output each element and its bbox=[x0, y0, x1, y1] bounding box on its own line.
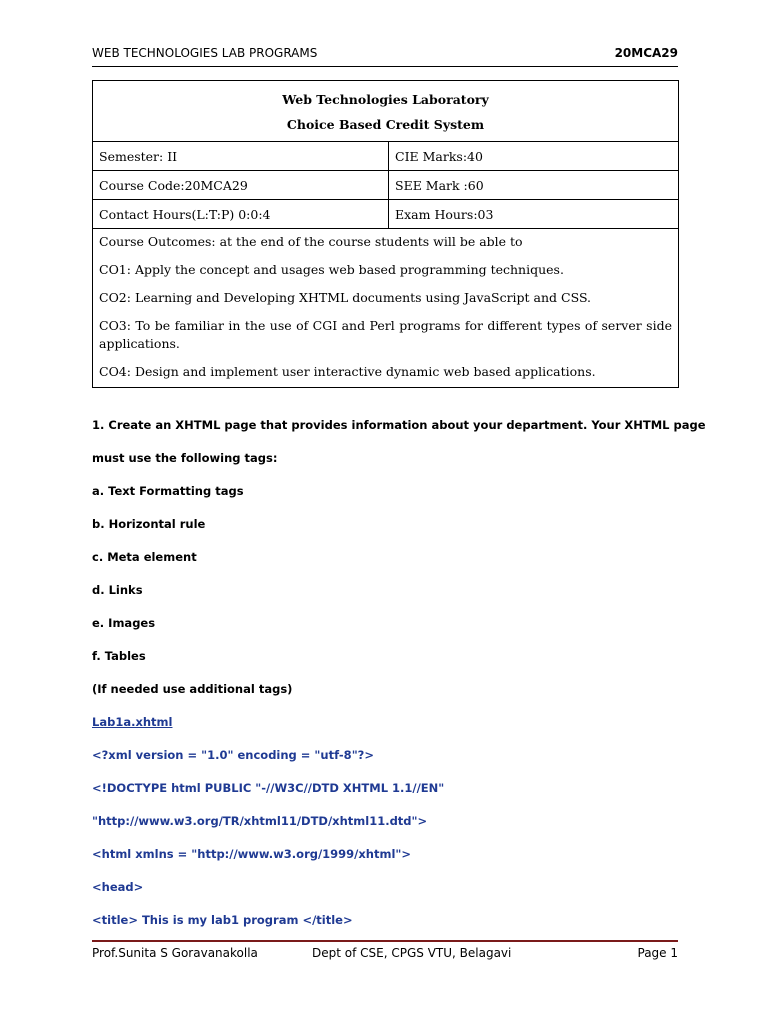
page-header bbox=[92, 44, 678, 67]
see-mark-cell: SEE Mark :60 bbox=[389, 171, 679, 200]
question-line-1: 1. Create an XHTML page that provides information about your department. Your XHTML page bbox=[92, 418, 706, 432]
contact-hours-cell: Contact Hours(L:T:P) 0:0:4 bbox=[93, 200, 389, 229]
code-line: <?xml version = "1.0" encoding = "utf-8"?> bbox=[92, 748, 374, 762]
page-footer bbox=[92, 940, 678, 972]
exam-hours-cell: Exam Hours:03 bbox=[389, 200, 679, 229]
header-course-code: 20MCA29 bbox=[614, 46, 678, 60]
outcome-co3: CO3: To be familiar in the use of CGI and Perl programs for different types of server side applications. bbox=[99, 318, 672, 351]
course-outcomes-cell bbox=[93, 229, 679, 388]
list-item: b. Horizontal rule bbox=[92, 517, 206, 531]
document-body bbox=[92, 418, 706, 946]
table-subtitle: Choice Based Credit System bbox=[286, 117, 485, 132]
semester-cell: Semester: II bbox=[93, 142, 389, 171]
footer-author: Prof.Sunita S Goravanakolla bbox=[92, 946, 258, 960]
list-item: c. Meta element bbox=[92, 550, 197, 564]
list-item: a. Text Formatting tags bbox=[92, 484, 244, 498]
cie-marks-cell: CIE Marks:40 bbox=[389, 142, 679, 171]
code-line: <title> This is my lab1 program </title> bbox=[92, 913, 353, 927]
outcome-co2: CO2: Learning and Developing XHTML documents using JavaScript and CSS. bbox=[99, 290, 592, 305]
list-item: d. Links bbox=[92, 583, 143, 597]
course-info-table bbox=[92, 80, 679, 388]
table-row bbox=[93, 171, 679, 200]
code-line: <html xmlns = "http://www.w3.org/1999/xhtml"> bbox=[92, 847, 412, 861]
table-title: Web Technologies Laboratory bbox=[282, 92, 489, 107]
footer-page-number: Page 1 bbox=[637, 946, 678, 960]
outcomes-intro: Course Outcomes: at the end of the course students will be able to bbox=[99, 234, 523, 249]
footer-department: Dept of CSE, CPGS VTU, Belagavi bbox=[312, 946, 512, 960]
code-line: <!DOCTYPE html PUBLIC "-//W3C//DTD XHTML 1.1//EN" bbox=[92, 781, 445, 795]
table-row bbox=[93, 200, 679, 229]
file-name-link[interactable]: Lab1a.xhtml bbox=[92, 715, 173, 729]
table-title-cell bbox=[93, 81, 679, 142]
question-line-2: must use the following tags: bbox=[92, 451, 278, 465]
code-line: "http://www.w3.org/TR/xhtml11/DTD/xhtml11.dtd"> bbox=[92, 814, 428, 828]
list-item: e. Images bbox=[92, 616, 156, 630]
outcome-co4: CO4: Design and implement user interactive dynamic web based applications. bbox=[99, 364, 596, 379]
table-row bbox=[93, 142, 679, 171]
outcome-co1: CO1: Apply the concept and usages web based programming techniques. bbox=[99, 262, 564, 277]
header-title: WEB TECHNOLOGIES LAB PROGRAMS bbox=[92, 46, 318, 60]
note-line: (If needed use additional tags) bbox=[92, 682, 293, 696]
course-code-cell: Course Code:20MCA29 bbox=[93, 171, 389, 200]
code-line: <head> bbox=[92, 880, 144, 894]
list-item: f. Tables bbox=[92, 649, 146, 663]
